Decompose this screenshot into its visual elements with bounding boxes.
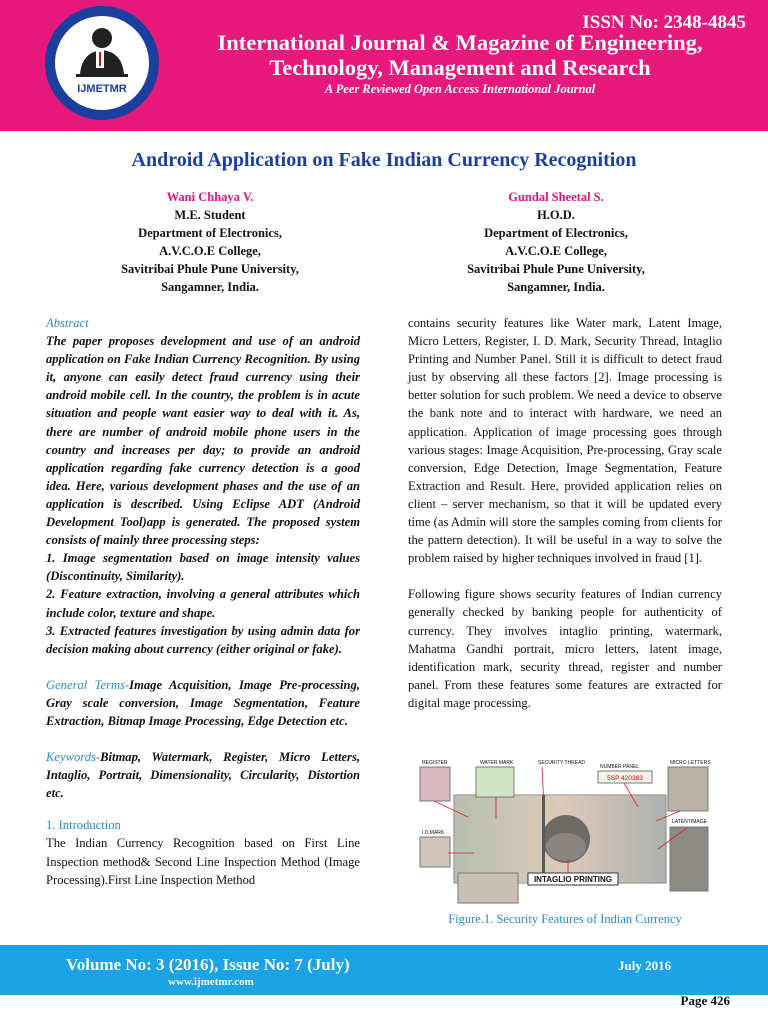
figure-label-watermark: WATER MARK (480, 760, 514, 766)
security-thread (542, 795, 545, 883)
abstract-text: The paper proposes development and use of an android application on Fake Indian Currency Recognition. By using it, anyone can easily detect fraud currency using their android mobile cell. In the country, the problem is in acute situation and people want easier way to deal with it. As, there are number of android mobile phone users in the country and increases per day; to provide an android application regarding fake currency detection is a good idea. Here, various development phases and the use of an application is described. Using Eclipse ADT (Android Development Tool)app is generated. The proposed system consists of mainly three processing steps: (46, 334, 360, 548)
volume-issue: Volume No: 3 (2016), Issue No: 7 (July) (66, 955, 350, 974)
journal-title-line2: Technology, Management and Research (269, 55, 651, 80)
general-terms (46, 676, 360, 730)
figure-label-intaglio: INTAGLIO PRINTING (533, 875, 613, 884)
paper-title: Android Application on Fake Indian Currency Recognition (131, 149, 637, 171)
keywords-label: Keywords- (46, 750, 101, 765)
figure-caption: Figure.1. Security Features of Indian Currency (448, 912, 682, 926)
author-university: Savitribai Phule Pune University, (121, 262, 299, 276)
author-block-1 (40, 188, 380, 296)
latent-image-inset (670, 827, 708, 891)
general-terms-text: Image Acquisition, Image Pre-processing, Gray scale conversion, Image Segmentation, Feature Extraction, Bitmap Image Processing, Edge Detection etc. (46, 677, 360, 728)
figure-number-panel-value: 5SP 420383 (607, 775, 643, 782)
journal-footer-band (0, 945, 768, 995)
keywords-text: Bitmap, Watermark, Register, Micro Letters, Intaglio, Portrait, Dimensionality, Circularity, Distortion etc. (46, 750, 360, 801)
introduction-heading: 1. Introduction (46, 818, 121, 833)
figure-label-latent-image: LATENTIMAGE (672, 819, 707, 825)
website-link[interactable]: www.ijmetmr.com (168, 976, 254, 988)
keywords (46, 748, 360, 802)
author-name: Gundal Sheetal S. (508, 190, 604, 204)
author-name: Wani Chhaya V. (166, 190, 254, 204)
author-place: Sangamner, India. (507, 280, 605, 294)
abstract-step-1: 1. Image segmentation based on image intensity values (Discontinuity, Similarity). (46, 551, 360, 584)
journal-title-line1: International Journal & Magazine of Engineering, (217, 30, 703, 55)
left-column (46, 314, 360, 889)
author-college: A.V.C.O.E College, (159, 244, 261, 258)
figure-label-security-thread: SECURITY THREAD (538, 760, 586, 766)
general-terms-label: General Terms- (46, 677, 130, 692)
bottom-inset (458, 873, 518, 903)
journal-title (170, 30, 750, 80)
figure-label-register: REGISTER (422, 760, 448, 766)
author-university: Savitribai Phule Pune University, (467, 262, 645, 276)
abstract-step-2: 2. Feature extraction, involving a general attributes which include color, texture and shape. (46, 587, 360, 620)
register-inset (420, 767, 450, 801)
journal-tagline: A Peer Reviewed Open Access International Journal (324, 82, 596, 96)
abstract-heading: Abstract (46, 316, 89, 330)
abstract-step-3: 3. Extracted features investigation by using admin data for decision making about currency (either original or fake). (46, 623, 360, 656)
body-paragraph-2: Following figure shows security features of Indian currency generally checked by banking people for authenticity of currency. They involves intaglio printing, watermark, Mahatma Gandhi portrait, micro letters, latent image, identification mark, security thread, register and number panel. From these features some features are extracted for digital mage processing. (408, 587, 722, 710)
author-role: M.E. Student (174, 208, 246, 222)
micro-letters-inset (668, 767, 708, 811)
figure-label-number-panel: NUMBER PANEL (600, 764, 640, 770)
svg-text:IJMETMR: IJMETMR (77, 83, 127, 95)
page-number: Page 426 (680, 993, 730, 1008)
author-block-2 (386, 188, 726, 296)
author-college: A.V.C.O.E College, (505, 244, 607, 258)
author-department: Department of Electronics, (138, 226, 282, 240)
author-role: H.O.D. (537, 208, 575, 222)
introduction-text: The Indian Currency Recognition based on First Line Inspection method& Second Line Inspection Method (Image Processing).First Line Inspection Method (46, 836, 360, 887)
id-mark-inset (420, 837, 450, 867)
right-column (408, 314, 722, 712)
body-paragraph-1: contains security features like Water mark, Latent Image, Micro Letters, Register, I. D. Mark, Security Thread, Intaglio Printing and Number Panel. Still it is difficult to detect fraud just by observing all these factors [2]. Image processing is better solution for such problem. We need a device to observe the bank note and to interact with hardware, we need an application. Application of image processing goes through various stages: Image Acquisition, Pre-processing, Gray scale conversion, Edge Detection, Image Segmentation, Feature Extraction and Result. Here, provided application relies on client – server mechanism, so that it will be updated every time (as Admin will store the samples coming from clients for the pattern detection). It will be useful in a way to solve the problem raised by higher techniques involved in fraud [1]. (408, 316, 722, 566)
issn-number: ISSN No: 2348-4845 (582, 12, 746, 33)
watermark-window (476, 767, 514, 797)
issue-month: July 2016 (618, 958, 672, 973)
journal-header-band (0, 0, 768, 131)
author-place: Sangamner, India. (161, 280, 259, 294)
figure-label-micro-letters: MICRO LETTERS (670, 760, 711, 766)
journal-logo (38, 6, 166, 121)
author-department: Department of Electronics, (484, 226, 628, 240)
currency-security-features-figure (418, 757, 712, 909)
figure-label-id-mark: I.D.MARK (422, 830, 445, 836)
